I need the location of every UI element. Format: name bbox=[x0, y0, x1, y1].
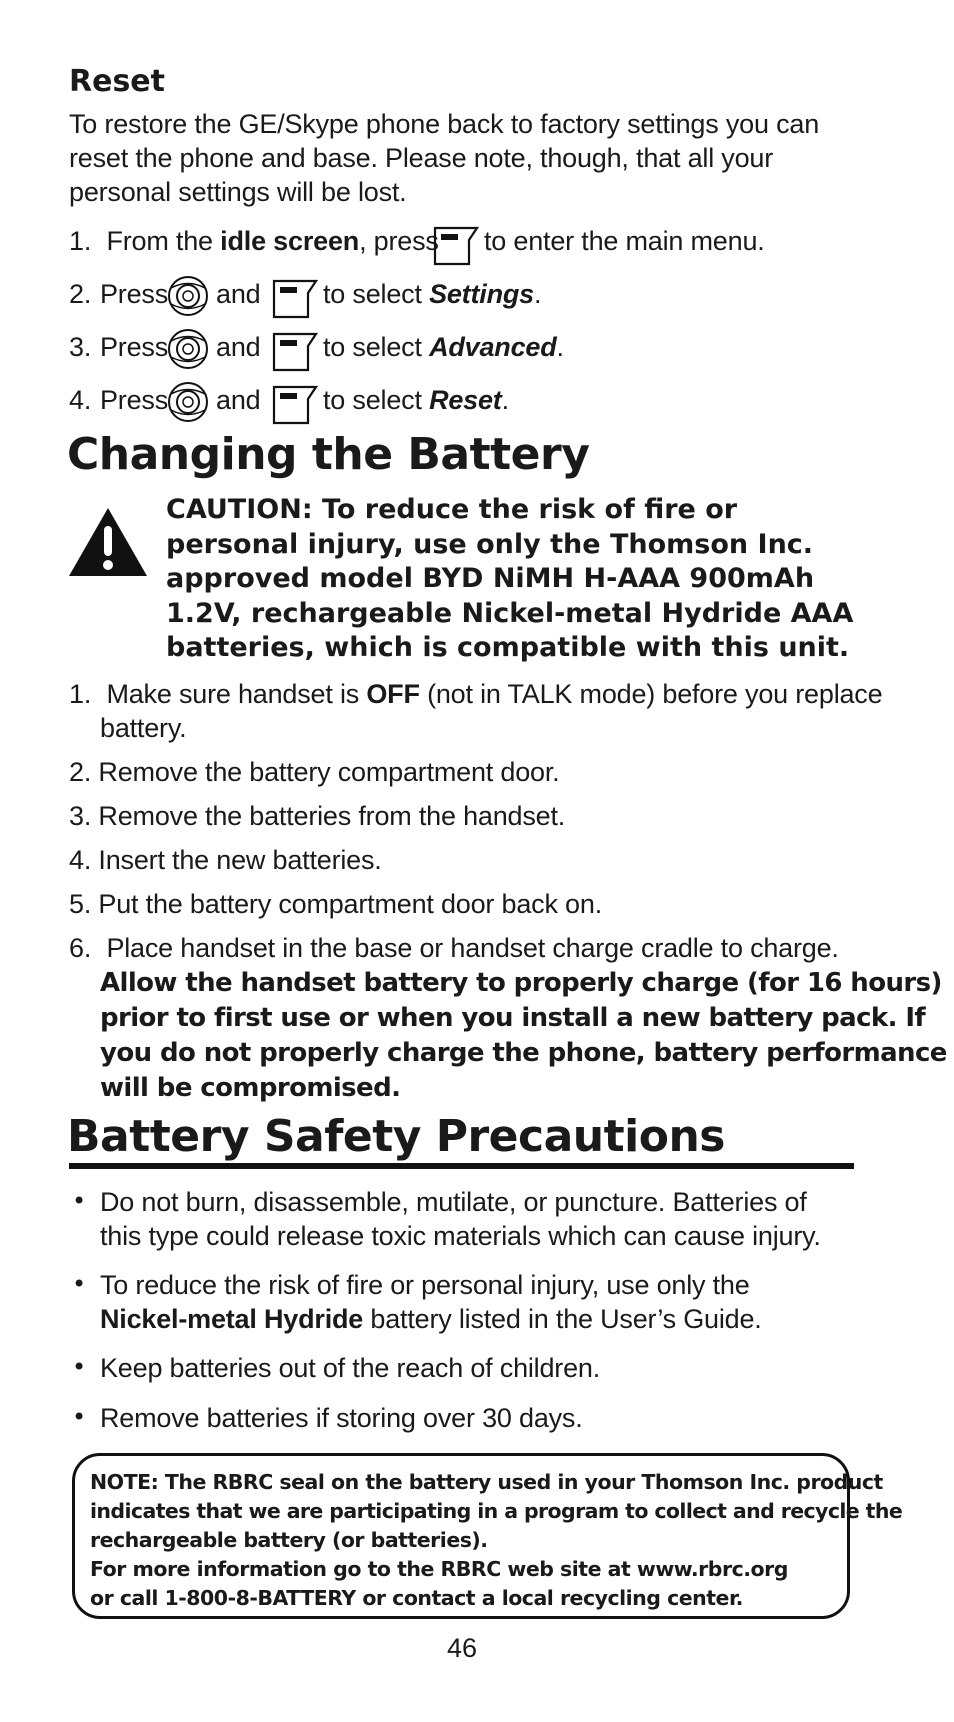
step-text: Make sure handset is bbox=[106, 679, 367, 709]
reset-step-1-end: to enter the main menu. bbox=[484, 226, 765, 256]
caution-line: 1.2V, rechargeable Nickel-metal Hydride AAA bbox=[166, 597, 854, 629]
navigation-key-icon bbox=[167, 328, 209, 378]
safety-bullet-1-line-2: this type could release toxic materials which can cause injury. bbox=[100, 1221, 821, 1251]
safety-bullet-4: Remove batteries if storing over 30 days. bbox=[100, 1403, 583, 1433]
page-number: 46 bbox=[446, 1633, 478, 1663]
caution-text bbox=[166, 493, 853, 666]
step-number: 2. bbox=[69, 279, 92, 309]
step-number: 1. bbox=[69, 679, 92, 709]
note-line-2: indicates that we are participating in a program to collect and recycle the bbox=[90, 1499, 903, 1523]
step-text: and bbox=[216, 385, 261, 415]
reset-intro-line-3: personal settings will be lost. bbox=[69, 177, 407, 207]
bullet-dot: • bbox=[72, 1403, 87, 1431]
step-text: Press bbox=[100, 279, 169, 309]
safety-bullet-2-line-2 bbox=[100, 1302, 762, 1336]
bullet-dot: • bbox=[72, 1270, 87, 1298]
step-text: to select bbox=[323, 279, 430, 309]
softkey-icon bbox=[433, 226, 479, 266]
step-text: to select bbox=[323, 332, 430, 362]
reset-step-1 bbox=[69, 224, 439, 258]
bullet-dot: • bbox=[72, 1353, 87, 1381]
safety-bullet-1-line-1: Do not burn, disassemble, mutilate, or puncture. Batteries of bbox=[100, 1187, 807, 1217]
menu-option: Reset bbox=[429, 385, 502, 415]
step-bold-text: idle screen bbox=[220, 226, 360, 256]
step-text bbox=[323, 383, 509, 417]
bullet-dot: • bbox=[72, 1187, 87, 1215]
step-number: 1. bbox=[69, 226, 92, 256]
battery-step-6-bold-3: you do not properly charge the phone, battery performance bbox=[100, 1038, 947, 1068]
step-text: and bbox=[216, 279, 261, 309]
note-line-5: or call 1-800-8-BATTERY or contact a local recycling center. bbox=[90, 1586, 743, 1610]
step-text: Place handset in the base or handset charge cradle to charge. bbox=[106, 933, 839, 963]
text: battery listed in the User’s Guide. bbox=[363, 1304, 762, 1334]
step-text: . bbox=[533, 279, 542, 309]
battery-step-6-bold-1: Allow the handset battery to properly charge (for 16 hours) bbox=[100, 968, 942, 998]
battery-step-2: 2. Remove the battery compartment door. bbox=[69, 757, 560, 787]
battery-step-1 bbox=[69, 677, 882, 711]
step-text: From the bbox=[106, 226, 221, 256]
step-number: 6. bbox=[69, 933, 92, 963]
battery-step-6 bbox=[69, 931, 839, 965]
battery-step-5: 5. Put the battery compartment door back on. bbox=[69, 889, 602, 919]
safety-bullet-3: Keep batteries out of the reach of children. bbox=[100, 1353, 601, 1383]
step-number: 3. bbox=[69, 332, 92, 362]
note-line-4: For more information go to the RBRC web site at www.rbrc.org bbox=[90, 1557, 788, 1581]
softkey-icon bbox=[272, 385, 318, 433]
step-text: and bbox=[216, 332, 261, 362]
step-text bbox=[323, 277, 541, 311]
step-number: 4. bbox=[69, 385, 92, 415]
menu-option: Settings bbox=[429, 279, 534, 309]
step-text: . bbox=[556, 332, 564, 362]
safety-bullet-2-line-1: To reduce the risk of fire or personal injury, use only the bbox=[100, 1270, 750, 1300]
battery-step-6-bold-4: will be compromised. bbox=[100, 1073, 401, 1103]
battery-step-1-line-2: battery. bbox=[100, 713, 187, 743]
reset-heading: Reset bbox=[69, 64, 165, 99]
battery-step-3: 3. Remove the batteries from the handset. bbox=[69, 801, 566, 831]
step-bold-text: OFF bbox=[366, 679, 420, 709]
navigation-key-icon bbox=[167, 381, 209, 431]
bold-text: Nickel-metal Hydride bbox=[100, 1304, 364, 1334]
navigation-key-icon bbox=[167, 275, 209, 325]
caution-line: batteries, which is compatible with this unit. bbox=[166, 632, 850, 663]
battery-step-4: 4. Insert the new batteries. bbox=[69, 845, 382, 875]
note-line-3: rechargeable battery (or batteries). bbox=[90, 1528, 488, 1552]
softkey-icon bbox=[272, 279, 318, 327]
step-text: Press bbox=[100, 385, 169, 415]
reset-intro-line-1: To restore the GE/Skype phone back to factory settings you can bbox=[69, 109, 820, 139]
safety-heading: Battery Safety Precautions bbox=[67, 1111, 725, 1162]
menu-option: Advanced bbox=[429, 332, 557, 362]
step-text: to select bbox=[323, 385, 430, 415]
warning-triangle-icon bbox=[67, 506, 149, 578]
reset-intro-line-2: reset the phone and base. Please note, though, that all your bbox=[69, 143, 774, 173]
step-text: , press bbox=[359, 226, 439, 256]
heading-underline bbox=[69, 1163, 854, 1169]
step-text: . bbox=[501, 385, 509, 415]
step-text: Press bbox=[100, 332, 169, 362]
caution-line: approved model BYD NiMH H-AAA 900mAh bbox=[166, 563, 815, 594]
caution-line: CAUTION: To reduce the risk of fire or bbox=[166, 494, 738, 525]
step-text bbox=[323, 330, 564, 364]
note-line-1: NOTE: The RBRC seal on the battery used in your Thomson Inc. product bbox=[90, 1470, 883, 1494]
step-text: (not in TALK mode) before you replace bbox=[419, 679, 883, 709]
changing-battery-heading: Changing the Battery bbox=[67, 429, 590, 480]
battery-step-6-bold-2: prior to first use or when you install a new battery pack. If bbox=[100, 1003, 926, 1033]
caution-line: personal injury, use only the Thomson Inc. bbox=[166, 528, 814, 560]
softkey-icon bbox=[272, 332, 318, 380]
